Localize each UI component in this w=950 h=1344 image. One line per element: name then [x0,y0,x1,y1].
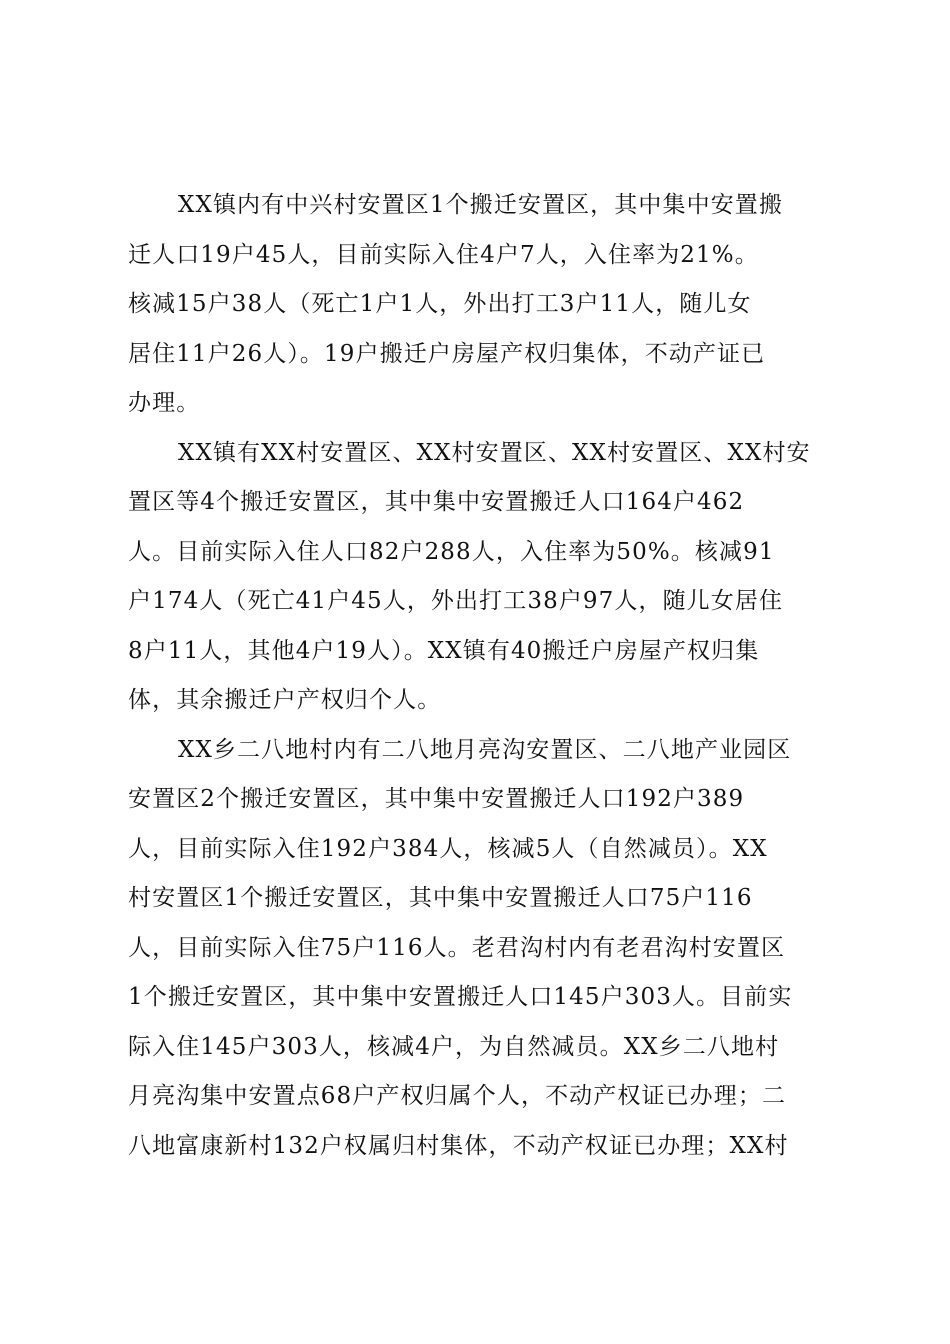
paragraph-line: 迁人口19户45人，目前实际入住4户7人，入住率为21%。 [128,241,759,268]
paragraph-line: 置区等4个搬迁安置区，其中集中安置搬迁人口164户462 [128,489,745,515]
document-body [128,181,826,1171]
paragraph-1 [128,181,826,429]
paragraph-line: XX镇有XX村安置区、XX村安置区、XX村安置区、XX村安 [178,439,811,466]
paragraph-line: 月亮沟集中安置点68户产权归属个人，不动产权证已办理；二 [128,1083,787,1109]
paragraph-line: 居住11户26人）。19户搬迁户房屋产权归集体，不动产证已 [128,340,766,367]
paragraph-line: 村安置区1个搬迁安置区，其中集中安置搬迁人口75户116 [128,885,753,911]
paragraph-line: 际入住145户303人，核减4户，为自然减员。XX乡二八地村 [128,1033,780,1060]
paragraph-2 [128,429,826,726]
paragraph-line: 核减15户38人（死亡1户1人，外出打工3户11人，随儿女 [128,291,752,317]
paragraph-line: 人，目前实际入住192户384人，核减5人（自然减员）。XX [128,835,768,862]
paragraph-line: 8户11人，其他4户19人）。XX镇有40搬迁户房屋产权归集 [128,637,760,664]
paragraph-line: 1个搬迁安置区，其中集中安置搬迁人口145户303人。目前实 [128,984,793,1010]
paragraph-line: 办理。 [128,390,201,416]
paragraph-line: 人，目前实际入住75户116人。老君沟村内有老君沟村安置区 [128,934,786,961]
paragraph-line: 户174人（死亡41户45人，外出打工38户97人，随儿女居住 [128,588,784,614]
paragraph-line: 体，其余搬迁户产权归个人。 [128,687,442,713]
paragraph-line: 人。目前实际入住人口82户288人，入住率为50%。核减91 [128,538,775,565]
paragraph-line: XX乡二八地村内有二八地月亮沟安置区、二八地产业园区 [178,736,792,763]
paragraph-3 [128,726,826,1172]
paragraph-line: XX镇内有中兴村安置区1个搬迁安置区，其中集中安置搬 [178,192,783,218]
paragraph-line: 八地富康新村132户权属归村集体，不动产权证已办理；XX村 [128,1132,789,1159]
paragraph-line: 安置区2个搬迁安置区，其中集中安置搬迁人口192户389 [128,786,745,812]
